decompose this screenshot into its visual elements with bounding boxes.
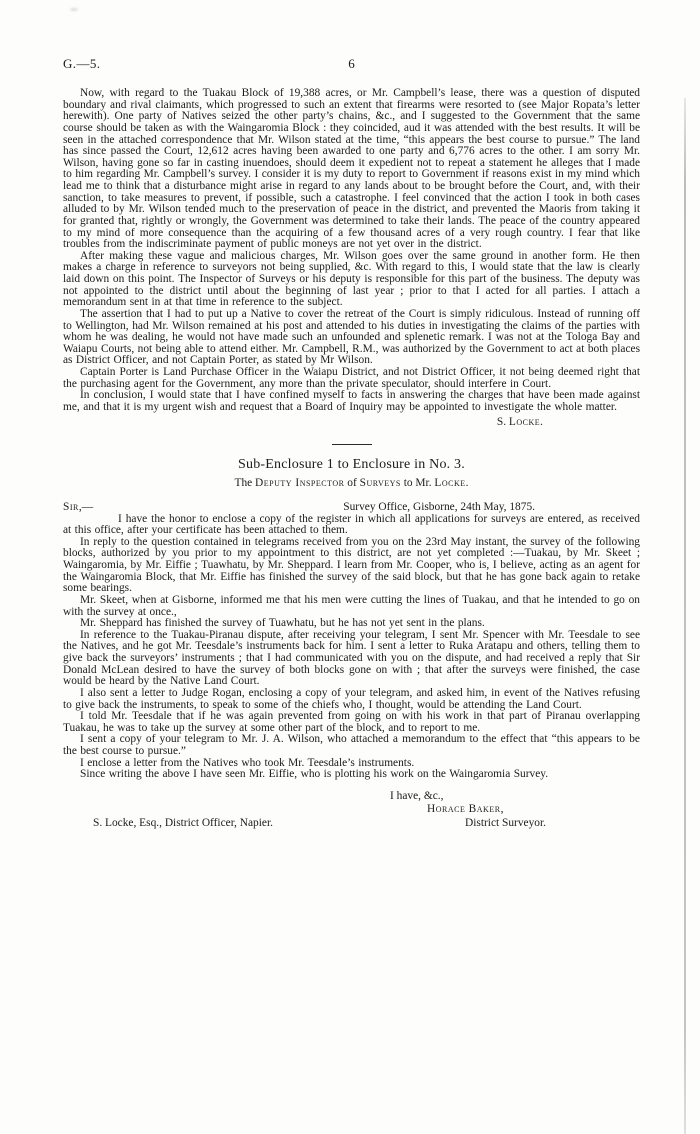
salutation — [63, 501, 93, 514]
scan-artifact-smudge — [70, 8, 78, 11]
paragraph: I have the honor to enclose a copy of the register in which all applications for surveys are entered, as received at this office, after your certificate has been attached to them. — [63, 512, 640, 537]
salutation-sir: Sir — [63, 500, 79, 513]
paragraph: I enclose a letter from the Natives who took Mr. Teesdale’s instruments. — [80, 756, 415, 769]
closing-last-row — [63, 817, 640, 831]
dateline: Survey Office, Gisborne, 24th May, 1875. — [343, 500, 535, 513]
subtitle-end: . — [465, 476, 469, 489]
salutation-row — [63, 501, 640, 514]
enclosure-title: Sub-Enclosure 1 to Enclosure in No. 3. — [238, 456, 465, 472]
signatory-sc: Horace Baker — [427, 803, 501, 816]
paragraph: I told Mr. Teesdale that if he was again prevented from going on with his work in that part of Piranau overlapping Tuakau, he was to take up the survey at some other part of the block, and to report to me. — [63, 710, 640, 734]
paragraph: In conclusion, I would state that I have confined myself to facts in answering the charges that have been made against me, and that it is my urgent wish and request that a Board of Inquiry may be appointed to investigate the whole matter. — [63, 389, 640, 413]
paragraph: Now, with regard to the Tuakau Block of 19,388 acres, or Mr. Campbell’s lease, there was a question of disputed boundary and rival claimants, which progressed to such an extent that firearms were resorted to (see Major Ropata’s letter herewith). One party of Natives seized the other party’s chains, &c., and I suggested to the Government that the same course should be taken as with the Waingaromia Block : they coincided, aud it was attended with the best results. It will be seen in the attached correspondence that Mr. Wilson stated at the time, “this appears the best course to pursue.” The land has since passed the Court, 12,612 acres having been awarded to one party and 6,776 acres to the other. I am sorry Mr. Wilson, having gone so far in casting inuendoes, should deem it expedient not to repeat a statement he alleges that I made to him regarding Mr. Campbell’s survey. I consider it is my duty to report to Government if reasons exist in my mind which lead me to think that a disturbance might arise in regard to any lands about to be brought before the Court, and, with their sanction, to take measures to prevent, if possible, such a catastrophe. I feel convinced that the action I took in both cases alluded to by Mr. Wilson tended much to the preservation of peace in the district, and prevented the Maoris from taking it for granted that, rightly or wrongly, the Government was determined to take their lands. The peace of the country appeared to my mind of more consequence than the acquiring of a few thousand acres of a very rough country. I fear that like troubles from the indiscriminate payment of public moneys are not yet over in the district. — [63, 87, 640, 251]
valediction: I have, &c., — [390, 789, 444, 802]
paragraph: Mr. Skeet, when at Gisborne, informed me that his men were cutting the lines of Tuakau, and that he intended to go on with the survey at once., — [63, 593, 640, 618]
paragraph: Since writing the above I have seen Mr. Eiffie, who is plotting his work on the Waingaromia Survey. — [80, 768, 549, 781]
page-header — [63, 55, 640, 72]
subtitle-mid2: to Mr. — [400, 476, 435, 489]
signature-surname: Locke — [508, 415, 541, 428]
signatory-suffix: , — [500, 803, 504, 816]
page-number: 6 — [348, 56, 355, 71]
addressee: S. Locke, Esq., District Officer, Napier. — [93, 816, 273, 829]
letter1-signature — [63, 416, 640, 428]
salutation-dash: ,— — [78, 500, 94, 513]
letter2-closing — [63, 790, 640, 831]
paragraph: In reply to the question contained in telegrams received from you on the 23rd May instant, the survey of the following blocks, authorized by you prior to my appointment to this district, are not yet completed :—Tuakau, by Mr. Skeet ; Waingaromia, by Mr. Eiffie ; Tuawhatu, by Mr. Sheppard. I learn from Mr. Cooper, who is, I believe, acting as an agent for the Waingaromia Block, that Mr. Eiffie has finished the survey of the said block, but that he has gone back again to retake some bearings. — [63, 535, 640, 595]
paragraph: After making these vague and malicious charges, Mr. Wilson goes over the same ground in another form. He then makes a charge in reference to surveyors not being supplied, &c. With regard to this, I would state that the law is clearly laid down on this point. The Inspector of Surveys or his deputy is responsible for this part of the business. The deputy was not appointed to the district until about the beginning of last year ; prior to that I acted for all parties. I attach a memorandum sent in at that time in reference to the subject. — [63, 249, 640, 309]
letter1-body — [63, 88, 640, 414]
scan-artifact-line — [684, 98, 686, 1134]
signature-end: . — [540, 415, 543, 428]
subtitle-mid1: of — [344, 476, 360, 489]
signature-pre: S. — [496, 415, 509, 428]
enclosure-subtitle — [63, 477, 640, 490]
paragraph: The assertion that I had to put up a Native to cover the retreat of the Court is simply ridiculous. Instead of running off to Wellington, had Mr. Wilson remained at his post and attended to his duties in investigating the claims of the parties with whom he was dealing, he would not have made such an unfounded and splenetic remark. I was not at the Tologa Bay and Waiapu Courts, not being able to attend either. Mr. Campbell, R.M., was authorized by the Government to act at both places as District Officer, and not Captain Porter, as stated by Mr Wilson. — [63, 307, 640, 367]
paragraph: Captain Porter is Land Purchase Officer in the Waiapu District, and not District Officer, it not being deemed right that the purchasing agent for the Government, any more than the private speculator, should interfere in Court. — [63, 366, 640, 390]
subtitle-pre: The — [234, 476, 256, 489]
signatory-name — [427, 803, 640, 817]
section-divider — [332, 444, 372, 445]
letter2-body — [63, 514, 640, 781]
paragraph: I also sent a letter to Judge Rogan, enclosing a copy of your telegram, and asked him, in event of the Natives refusing to give back the instruments, to speak to some of the chiefs who, I thought, would be attending the Land Court. — [63, 686, 640, 711]
paragraph: Mr. Sheppard has finished the survey of Tuawhatu, but he has not yet sent in the plans. — [80, 617, 485, 630]
paragraph: I sent a copy of your telegram to Mr. J. A. Wilson, who attached a memorandum to the effect that “this appears to be the best course to pursue.” — [63, 733, 640, 757]
page-content — [63, 55, 640, 831]
paragraph: In reference to the Tuakau-Piranau dispute, after receiving your telegram, I sent Mr. Spencer with Mr. Teesdale to see the Natives, and he got Mr. Teesdale’s instruments back for him. I sent a letter to Ruka Aratapu and others, telling them to give back the surveyors’ instruments ; that I had communicated with you on the dispute, and had received a reply that Sir Donald McLean desired to have the survey of both blocks gone on with ; that after the surveys were finished, the case would be heard by the Native Land Court. — [63, 628, 640, 688]
subtitle-name-surveys: Surveys — [359, 476, 401, 489]
doc-ref: G.—5. — [63, 56, 101, 71]
subtitle-name-locke: Locke — [434, 476, 466, 489]
subtitle-name-inspector: Deputy Inspector — [255, 476, 345, 489]
signatory-title: District Surveyor. — [465, 816, 546, 829]
